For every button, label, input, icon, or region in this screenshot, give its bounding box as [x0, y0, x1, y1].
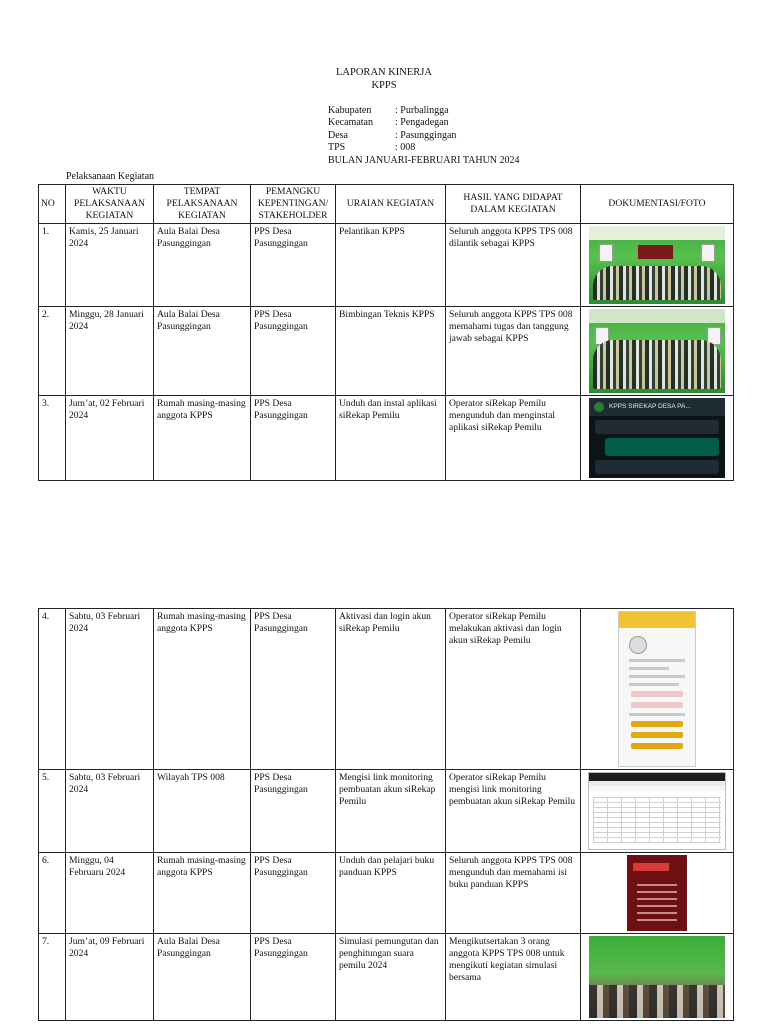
cell-pemangku: PPS Desa Pasunggingan	[251, 770, 336, 853]
table-row	[39, 396, 734, 481]
chat-screenshot	[589, 398, 725, 478]
cell-hasil: Operator siRekap Pemilu mengunduh dan menginstal aplikasi siRekap Pemilu	[446, 396, 581, 481]
cell-pemangku: PPS Desa Pasunggingan	[251, 934, 336, 1021]
cell-waktu: Sabtu, 03 Februari 2024	[66, 609, 154, 770]
manual-poster	[627, 855, 687, 931]
report-meta	[328, 105, 520, 167]
spreadsheet-screenshot	[588, 772, 726, 850]
table-row	[39, 307, 734, 396]
cell-tempat: Wilayah TPS 008	[154, 770, 251, 853]
cell-uraian: Simulasi pemungutan dan penghitungan suara pemilu 2024	[336, 934, 446, 1021]
cell-hasil: Operator siRekap Pemilu mengisi link monitoring pembuatan akun siRekap Pemilu	[446, 770, 581, 853]
col-header-waktu: WAKTU PELAKSANAAN KEGIATAN	[66, 185, 154, 224]
meta-value-tps: : 008	[395, 142, 416, 154]
group-photo-inauguration	[589, 226, 725, 304]
cell-no: 2.	[39, 307, 66, 396]
cell-tempat: Rumah masing-masing anggota KPPS	[154, 396, 251, 481]
cell-no: 6.	[39, 853, 66, 934]
cell-pemangku: PPS Desa Pasunggingan	[251, 396, 336, 481]
cell-waktu: Jum’at, 02 Februari 2024	[66, 396, 154, 481]
app-screenshot	[618, 611, 696, 767]
col-header-uraian: URAIAN KEGIATAN	[336, 185, 446, 224]
cell-foto	[581, 853, 734, 934]
cell-tempat: Aula Balai Desa Pasunggingan	[154, 307, 251, 396]
cell-pemangku: PPS Desa Pasunggingan	[251, 609, 336, 770]
cell-waktu: Jum’at, 09 Februari 2024	[66, 934, 154, 1021]
cell-hasil: Seluruh anggota KPPS TPS 008 dilantik sebagai KPPS	[446, 224, 581, 307]
table-row	[39, 934, 734, 1021]
cell-foto	[581, 396, 734, 481]
cell-tempat: Aula Balai Desa Pasunggingan	[154, 224, 251, 307]
cell-hasil: Seluruh anggota KPPS TPS 008 memahami tugas dan tanggung jawab sebagai KPPS	[446, 307, 581, 396]
group-photo-training	[589, 309, 725, 393]
meta-label-kabupaten: Kabupaten	[328, 105, 372, 116]
cell-no: 7.	[39, 934, 66, 1021]
cell-no: 4.	[39, 609, 66, 770]
cell-hasil: Operator siRekap Pemilu melakukan aktivasi dan login akun siRekap Pemilu	[446, 609, 581, 770]
col-header-foto: DOKUMENTASI/FOTO	[581, 185, 734, 224]
chat-title: KPPS SIREKAP DESA PA...	[609, 403, 691, 410]
cell-no: 3.	[39, 396, 66, 481]
cell-uraian: Unduh dan pelajari buku panduan KPPS	[336, 853, 446, 934]
cell-foto	[581, 224, 734, 307]
meta-value-desa: : Pasunggingan	[395, 129, 457, 141]
cell-waktu: Kamis, 25 Januari 2024	[66, 224, 154, 307]
cell-no: 5.	[39, 770, 66, 853]
cell-waktu: Sabtu, 03 Februari 2024	[66, 770, 154, 853]
cell-pemangku: PPS Desa Pasunggingan	[251, 307, 336, 396]
group-avatar-icon	[594, 402, 604, 412]
meta-label-tps: TPS	[328, 142, 346, 154]
profile-avatar-icon	[629, 636, 647, 654]
cell-foto	[581, 609, 734, 770]
meta-label-kecamatan: Kecamatan	[328, 117, 373, 129]
cell-waktu: Minggu, 04 Februaru 2024	[66, 853, 154, 934]
cell-uraian: Bimbingan Teknis KPPS	[336, 307, 446, 396]
col-header-pemangku: PEMANGKU KEPENTINGAN/ STAKEHOLDER	[251, 185, 336, 224]
meta-label-desa: Desa	[328, 129, 348, 141]
meta-value-kecamatan: : Pengadegan	[395, 117, 449, 129]
activity-table-part1	[38, 184, 734, 481]
cell-pemangku: PPS Desa Pasunggingan	[251, 224, 336, 307]
cell-waktu: Minggu, 28 Januari 2024	[66, 307, 154, 396]
cell-uraian: Mengisi link monitoring pembuatan akun siRekap Pemilu	[336, 770, 446, 853]
cell-tempat: Rumah masing-masing anggota KPPS	[154, 853, 251, 934]
cell-no: 1.	[39, 224, 66, 307]
cell-pemangku: PPS Desa Pasunggingan	[251, 853, 336, 934]
col-header-hasil: HASIL YANG DIDAPAT DALAM KEGIATAN	[446, 185, 581, 224]
cell-hasil: Mengikutsertakan 3 orang anggota KPPS TPS 008 untuk mengikuti kegiatan simulasi bersama	[446, 934, 581, 1021]
section-label: Pelaksanaan Kegiatan	[66, 171, 155, 182]
col-header-no: NO	[39, 185, 66, 224]
cell-foto	[581, 307, 734, 396]
table-header-row	[39, 185, 734, 224]
table-row	[39, 853, 734, 934]
cell-uraian: Unduh dan instal aplikasi siRekap Pemilu	[336, 396, 446, 481]
col-header-tempat: TEMPAT PELAKSANAAN KEGIATAN	[154, 185, 251, 224]
simulation-photo	[589, 936, 725, 1018]
meta-period: BULAN JANUARI-FEBRUARI TAHUN 2024	[328, 154, 520, 166]
table-row	[39, 770, 734, 853]
cell-foto	[581, 934, 734, 1021]
cell-hasil: Seluruh anggota KPPS TPS 008 mengunduh dan memahami isi buku panduan KPPS	[446, 853, 581, 934]
activity-table-part2	[38, 608, 734, 1021]
cell-tempat: Rumah masing-masing anggota KPPS	[154, 609, 251, 770]
table-row	[39, 609, 734, 770]
cell-uraian: Aktivasi dan login akun siRekap Pemilu	[336, 609, 446, 770]
cell-foto	[581, 770, 734, 853]
meta-value-kabupaten: : Purbalingga	[395, 105, 449, 116]
cell-uraian: Pelantikan KPPS	[336, 224, 446, 307]
report-title: LAPORAN KINERJA	[336, 67, 432, 78]
table-row	[39, 224, 734, 307]
report-subtitle: KPPS	[371, 80, 397, 91]
cell-tempat: Aula Balai Desa Pasunggingan	[154, 934, 251, 1021]
